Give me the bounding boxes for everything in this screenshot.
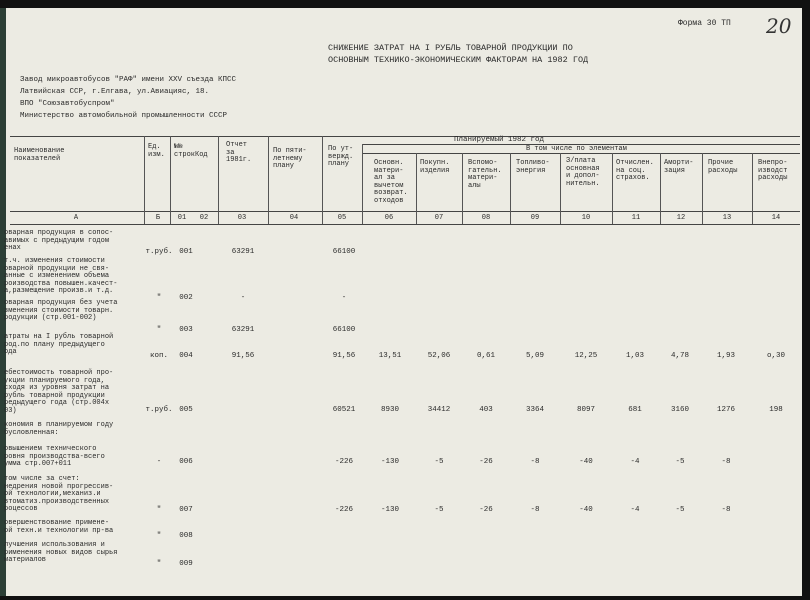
row-5-name: ебестоимость товарной про- укции планируемого года, сходя из уровня затрат на рубль товарной продукции редыдущего года (стр.004х 03)	[4, 369, 114, 415]
row-7-name: овышением технического ровня производства-всего умма стр.007+011	[4, 445, 105, 469]
row-4-el-2: 52,06	[427, 352, 451, 360]
colnum: 13	[722, 214, 732, 222]
row-7-code: 006	[179, 458, 193, 466]
row-2-report: -	[240, 294, 246, 302]
handwritten-page-number: 20	[766, 14, 792, 38]
hdr-el-6: Отчислен. на соц. страхов.	[616, 159, 654, 182]
colnum: 06	[384, 214, 394, 222]
row-5-el-8: 1276	[716, 406, 735, 414]
row-4-el-7: 4,78	[670, 352, 689, 360]
row-2-unit: "	[156, 294, 162, 302]
row-5-el-5: 8097	[576, 406, 595, 414]
hdr-by-elements: В том числе по элементам	[526, 145, 627, 153]
row-5-el-1: 8930	[380, 406, 399, 414]
hdr-approved: По ут- вержд. плану	[328, 145, 354, 168]
col-divider	[362, 144, 363, 224]
row-5-el-3: 403	[479, 406, 493, 414]
row-8-el-8: -8	[721, 506, 731, 514]
row-4-name: атраты на I рубль товарной род.по плану предыдущего ода	[4, 333, 114, 357]
row-7-el-5: -40	[579, 458, 593, 466]
row-7-approved: -226	[334, 458, 353, 466]
col-divider	[702, 153, 703, 224]
colnum-rule	[10, 224, 800, 225]
hdr-name: Наименование показателей	[14, 147, 65, 163]
colnum: 04	[289, 214, 299, 222]
org-address: Латвийская ССР, г.Елгава, ул.Авиацияс, 18.	[20, 88, 210, 96]
hdr-el-9: Внепро- изводст расходы	[758, 159, 788, 182]
col-divider	[218, 136, 219, 224]
hdr-el-1: Основн. матери- ал за вычетом возврат. отходов	[374, 159, 408, 205]
row-5-el-6: 681	[628, 406, 642, 414]
row-5-approved: 60521	[332, 406, 356, 414]
document-sheet	[6, 8, 802, 596]
colnum: 02	[199, 214, 209, 222]
col-divider	[510, 153, 511, 224]
row-10-unit: "	[156, 560, 162, 568]
row-8-el-4: -8	[530, 506, 540, 514]
row-10-code: 009	[179, 560, 193, 568]
hdr-el-8: Прочие расходы	[708, 159, 738, 175]
row-5-code: 005	[179, 406, 193, 414]
row-4-approved: 91,56	[332, 352, 356, 360]
col-divider	[612, 153, 613, 224]
colnum: 09	[530, 214, 540, 222]
hdr-five-year: По пяти- летнему плану	[273, 147, 307, 170]
row-4-el-9: о,30	[766, 352, 785, 360]
row-2-name: т.ч. изменения стоимости оварной продукции не свя- анные с изменением объема роизводства повышен.качест- а,размещение произв.и т.д.	[4, 257, 118, 296]
row-7-unit: -	[156, 458, 162, 466]
hdr-report: Отчет за 1981г.	[226, 141, 252, 164]
col-divider	[462, 153, 463, 224]
row-7-el-8: -8	[721, 458, 731, 466]
colnum: А	[73, 214, 79, 222]
row-8-name: том числе за счет: недрения новой прогрессив- ой технологии,механиз.и втоматиз.производственных роцессов	[4, 475, 114, 514]
hdr-el-5: З/плата основная и допол- нительн.	[566, 157, 600, 188]
row-1-code: 001	[179, 248, 193, 256]
colnum: 05	[337, 214, 347, 222]
col-divider	[416, 153, 417, 224]
row-8-el-6: -4	[630, 506, 640, 514]
row-4-el-1: 13,51	[378, 352, 402, 360]
org-name: Завод микроавтобусов "РАФ" имени XXV съезда КПСС	[20, 76, 237, 84]
title-line-1: СНИЖЕНИЕ ЗАТРАТ НА I РУБЛЬ ТОВАРНОЙ ПРОДУКЦИИ ПО	[328, 43, 573, 53]
row-8-code: 007	[179, 506, 193, 514]
row-8-approved: -226	[334, 506, 353, 514]
row-3-report: 63291	[231, 326, 255, 334]
colnum: 03	[237, 214, 247, 222]
hdr-planned: Планируемый 1982 год	[454, 136, 545, 144]
row-4-el-5: 12,25	[574, 352, 598, 360]
row-8-el-5: -40	[579, 506, 593, 514]
hdr-el-2: Покупн. изделия	[420, 159, 450, 175]
row-2-approved: -	[341, 294, 347, 302]
hdr-unit: Ед. изм.	[148, 143, 165, 159]
row-9-unit: "	[156, 532, 162, 540]
row-4-el-6: 1,03	[625, 352, 644, 360]
header-top-rule	[10, 136, 800, 137]
col-divider	[322, 136, 323, 224]
row-6-name: кономия в планируемом году бусловленная:	[4, 421, 114, 437]
row-4-unit: коп.	[149, 352, 168, 360]
hdr-row-code: №№ строкКод	[174, 143, 208, 159]
colnum: 07	[434, 214, 444, 222]
row-8-el-2: -5	[434, 506, 444, 514]
row-8-unit: "	[156, 506, 162, 514]
colnum: 12	[676, 214, 686, 222]
form-label: Форма 30 ТП	[678, 19, 731, 28]
row-9-name: овершенствование примене- ой техн.и технологии пр-ва	[4, 519, 114, 535]
row-4-el-8: 1,93	[716, 352, 735, 360]
colnum: 01	[177, 214, 187, 222]
row-8-el-3: -26	[479, 506, 493, 514]
col-divider	[752, 153, 753, 224]
row-1-unit: т.руб.	[145, 248, 173, 256]
hdr-el-7: Аморти- зация	[664, 159, 694, 175]
row-5-unit: т.руб.	[145, 406, 173, 414]
row-9-code: 008	[179, 532, 193, 540]
colnum: 11	[631, 214, 641, 222]
colnum: Б	[155, 214, 161, 222]
org-association: ВПО "Союзавтобуспром"	[20, 100, 115, 108]
row-8-el-7: -5	[675, 506, 685, 514]
row-3-unit: "	[156, 326, 162, 334]
row-8-el-1: -130	[380, 506, 399, 514]
row-4-el-4: 5,09	[525, 352, 544, 360]
row-4-code: 004	[179, 352, 193, 360]
row-1-name: оварная продукция в сопос- авимых с предыдущим годом енах	[4, 229, 114, 253]
hdr-el-4: Топливо- энергия	[516, 159, 550, 175]
row-1-approved: 66100	[332, 248, 356, 256]
colnum: 10	[581, 214, 591, 222]
col-divider	[560, 153, 561, 224]
row-3-code: 003	[179, 326, 193, 334]
row-5-el-7: 3160	[670, 406, 689, 414]
title-line-2: ОСНОВНЫМ ТЕХНИКО-ЭКОНОМИЧЕСКИМ ФАКТОРАМ НА 1982 ГОД	[328, 55, 589, 65]
colnum: 14	[771, 214, 781, 222]
row-1-report: 63291	[231, 248, 255, 256]
col-divider	[660, 153, 661, 224]
row-10-name: лучшения использования и рименения новых видов сырья материалов	[4, 541, 118, 565]
row-7-el-2: -5	[434, 458, 444, 466]
header-bottom-rule	[10, 211, 800, 212]
row-5-el-4: 3364	[525, 406, 544, 414]
row-4-report: 91,56	[231, 352, 255, 360]
org-ministry: Министерство автомобильной промышленности СССР	[20, 112, 228, 120]
colnum: 08	[481, 214, 491, 222]
row-5-el-9: 198	[769, 406, 783, 414]
col-divider	[144, 136, 145, 224]
row-7-el-6: -4	[630, 458, 640, 466]
col-divider	[268, 136, 269, 224]
row-7-el-1: -130	[380, 458, 399, 466]
row-2-code: 002	[179, 294, 193, 302]
row-5-el-2: 34412	[427, 406, 451, 414]
row-3-approved: 66100	[332, 326, 356, 334]
col-divider	[170, 136, 171, 224]
row-4-el-3: 0,61	[476, 352, 495, 360]
row-7-el-7: -5	[675, 458, 685, 466]
row-7-el-4: -8	[530, 458, 540, 466]
row-7-el-3: -26	[479, 458, 493, 466]
row-3-name: оварная продукция без учета зменения стоимости товарн. родукции (стр.001-002)	[4, 299, 118, 323]
hdr-el-3: Вспомо- гательн. матери- алы	[468, 159, 502, 190]
